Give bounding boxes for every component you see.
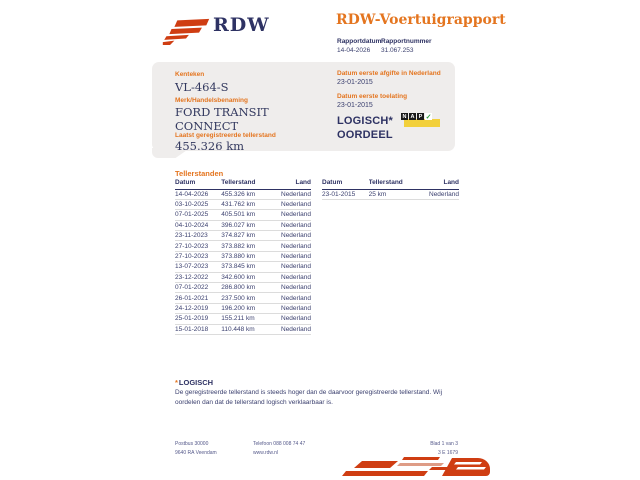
table-cell: 24-12-2019 xyxy=(175,304,209,312)
table-cell: 13-07-2023 xyxy=(175,263,209,271)
table-row xyxy=(175,252,311,262)
footer-contact xyxy=(253,440,305,458)
oordeel-line2: OORDEEL xyxy=(337,129,393,141)
table-cell: 155.211 km xyxy=(221,315,255,323)
section-title-tellerstanden: Tellerstanden xyxy=(175,169,224,178)
column-header: Tellerstand xyxy=(221,179,256,186)
rdw-flag-artwork xyxy=(340,454,492,480)
table-cell: 196.200 km xyxy=(221,304,256,312)
table-cell: Nederland xyxy=(281,201,311,209)
table-cell: Nederland xyxy=(281,263,311,271)
table-cell: 25-01-2019 xyxy=(175,315,209,323)
table-cell: 110.448 km xyxy=(221,325,255,333)
table-cell: 14-04-2026 xyxy=(175,190,209,198)
footnote-title-text: LOGISCH xyxy=(178,378,214,387)
footnote-body: De geregistreerde tellerstand is steeds hoger dan de daarvoor geregistreerde tellerstand. Wij oordelen dan dat de tellerstand logisch verklaarbaar is. xyxy=(175,389,443,406)
oordeel-line1: LOGISCH* xyxy=(337,115,393,127)
nap-letter: N xyxy=(402,113,407,120)
table-cell: 23-12-2022 xyxy=(175,273,209,281)
column-header: Tellerstand xyxy=(368,179,403,186)
table-row xyxy=(175,293,311,303)
table-row xyxy=(175,221,311,231)
table-header-row xyxy=(175,179,311,190)
table-row xyxy=(175,210,311,220)
report-number-label: Rapportnummer xyxy=(381,38,432,45)
table-cell: 455.326 km xyxy=(221,190,256,198)
tellerstand-label: Laatst geregistreerde tellerstand xyxy=(175,132,276,139)
table-cell: 03-10-2025 xyxy=(175,201,209,209)
rdw-flag-logo xyxy=(162,16,210,45)
table-cell: 405.501 km xyxy=(221,211,256,219)
table-row xyxy=(175,283,311,293)
nap-check-icon: ✓ xyxy=(425,113,432,121)
toelating-label: Datum eerste toelating xyxy=(337,93,408,100)
table-cell: 373.882 km xyxy=(221,242,256,250)
table-cell: Nederland xyxy=(281,232,311,240)
table-row xyxy=(175,190,311,200)
table-body xyxy=(322,190,459,200)
table-cell: Nederland xyxy=(281,253,311,261)
merk-value: FORD TRANSIT CONNECT xyxy=(175,105,269,133)
report-date-value: 14-04-2026 xyxy=(337,47,371,54)
table-row xyxy=(175,273,311,283)
table-row xyxy=(175,241,311,251)
footer-phone: Telefoon 088 008 74 47 xyxy=(253,441,306,447)
tellerstand-value: 455.326 km xyxy=(175,139,245,153)
table-row xyxy=(175,231,311,241)
table-cell: 431.762 km xyxy=(221,201,256,209)
table-cell: Nederland xyxy=(281,211,311,219)
footnote-asterisk: * xyxy=(175,378,178,387)
odometer-table-right xyxy=(322,179,459,200)
table-cell: Nederland xyxy=(281,221,311,229)
table-cell: Nederland xyxy=(429,190,459,198)
report-number-value: 31.067.253 xyxy=(381,47,414,54)
footnote-title xyxy=(175,378,213,387)
table-cell: Nederland xyxy=(281,273,311,281)
afgifte-label: Datum eerste afgifte in Nederland xyxy=(337,70,441,77)
table-header-row xyxy=(322,179,459,190)
table-cell: 342.600 km xyxy=(221,273,256,281)
table-cell: 373.880 km xyxy=(221,253,256,261)
table-cell: 27-10-2023 xyxy=(175,253,209,261)
table-cell: 07-01-2025 xyxy=(175,211,209,219)
table-cell: 15-01-2018 xyxy=(175,325,209,333)
table-cell: Nederland xyxy=(281,284,311,292)
column-header: Land xyxy=(295,179,311,186)
table-row xyxy=(175,262,311,272)
afgifte-value: 23-01-2015 xyxy=(337,79,373,86)
footer-address-line1: Postbus 30000 xyxy=(175,441,209,447)
footer-page-number: Blad 1 van 3 xyxy=(430,441,458,447)
table-cell: 27-10-2023 xyxy=(175,242,209,250)
kenteken-value: VL-464-S xyxy=(175,80,229,94)
table-cell: 374.827 km xyxy=(221,232,256,240)
table-cell: 286.800 km xyxy=(221,284,256,292)
table-cell: Nederland xyxy=(281,325,311,333)
table-cell: Nederland xyxy=(281,304,311,312)
table-cell: 23-11-2023 xyxy=(175,232,208,240)
table-cell: Nederland xyxy=(281,315,311,323)
table-cell: 23-01-2015 xyxy=(322,190,356,198)
table-cell: 396.027 km xyxy=(221,221,256,229)
column-header: Datum xyxy=(175,179,196,186)
table-cell: Nederland xyxy=(281,190,311,198)
nap-letter-row xyxy=(401,113,432,120)
table-cell: 07-01-2022 xyxy=(175,284,209,292)
table-cell: 26-01-2021 xyxy=(175,294,209,302)
kenteken-label: Kenteken xyxy=(175,71,205,78)
table-row xyxy=(175,325,311,335)
footer-address xyxy=(175,440,217,458)
odometer-table-left xyxy=(175,179,311,335)
table-cell: 237.500 km xyxy=(221,294,256,302)
footer-address-line2: 9640 RA Veendam xyxy=(175,450,217,456)
table-cell: 25 km xyxy=(368,190,387,198)
table-row xyxy=(175,314,311,324)
column-header: Land xyxy=(443,179,459,186)
rdw-wordmark: RDW xyxy=(213,14,270,36)
footer-website: www.rdw.nl xyxy=(253,450,279,456)
nap-letter: P xyxy=(418,113,423,120)
table-cell: 373.845 km xyxy=(221,263,256,271)
table-body xyxy=(175,190,311,335)
table-cell: Nederland xyxy=(281,242,311,250)
table-row xyxy=(175,200,311,210)
toelating-value: 23-01-2015 xyxy=(337,102,373,109)
oordeel-text xyxy=(337,114,393,142)
table-row xyxy=(175,304,311,314)
nap-letter: A xyxy=(410,113,415,120)
nap-logo xyxy=(401,113,441,128)
page-title: RDW-Voertuigrapport xyxy=(336,12,506,28)
nap-yellow-bar xyxy=(404,119,440,127)
table-row xyxy=(322,190,459,200)
table-cell: 04-10-2024 xyxy=(175,221,209,229)
column-header: Datum xyxy=(322,179,343,186)
footer-form-code: 3 E 1679 xyxy=(437,450,458,456)
table-cell: Nederland xyxy=(281,294,311,302)
report-date-label: Rapportdatum xyxy=(337,38,382,45)
merk-label: Merk/Handelsbenaming xyxy=(175,97,248,104)
